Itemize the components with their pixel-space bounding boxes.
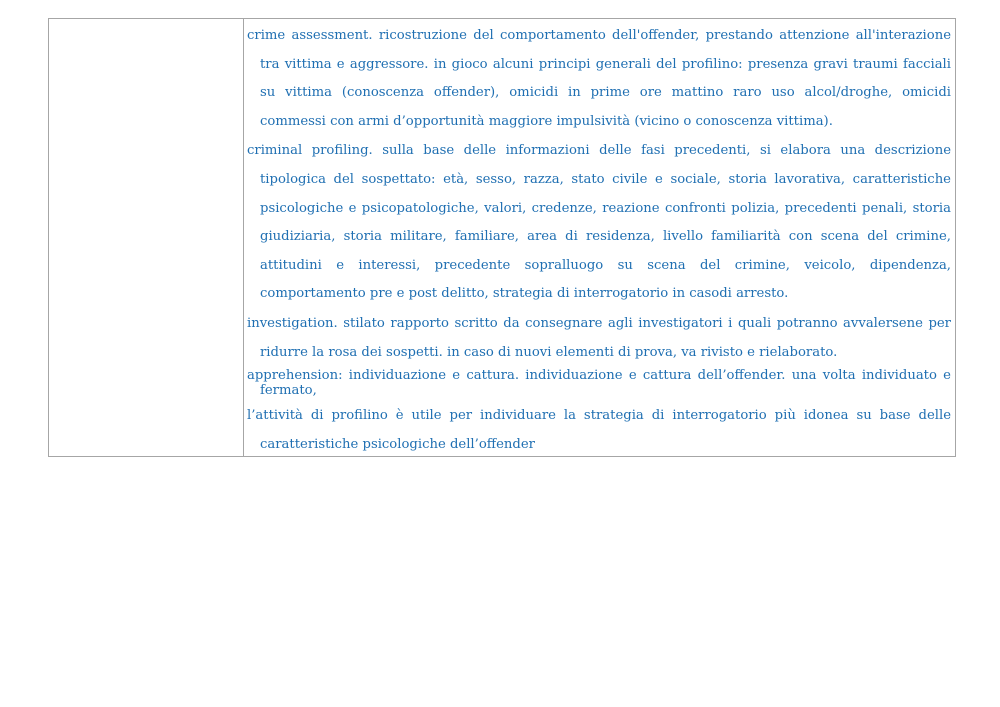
empty-left-cell	[49, 19, 244, 456]
content-cell	[244, 19, 955, 456]
paragraph-investigation: investigation. stilato rapporto scritto da consegnare agli investigatori i quali potranno avvalersene per ridurre la rosa dei sospetti. in caso di nuovi elementi di prova, va rivisto e rielaborato.	[247, 315, 951, 360]
paragraph-criminal-profiling: criminal profiling. sulla base delle informazioni delle fasi precedenti, si elabora una descrizione tipologica del sospettato: età, sesso, razza, stato civile e sociale, storia lavorativa, caratteristiche psicologiche e psicopatologiche, valori, credenze, reazione confronti polizia, precedenti penali, storia giudiziaria, storia militare, familiare, area di residenza, livello familiarità con scena del crimine, attitudini e interessi, precedente sopralluogo su scena del crimine, veicolo, dipendenza, comportamento pre e post delitto, strategia di interrogatorio in casodi arresto.	[247, 143, 951, 302]
paragraph-apprehension: apprehension: individuazione e cattura. individuazione e cattura dell’offender. una volta individuato e fermato,	[247, 368, 951, 399]
notes-table	[48, 18, 956, 457]
paragraph-profiling-utility: l’attività di profilino è utile per individuare la strategia di interrogatorio più idonea su base delle caratteristiche psicologiche dell’offender	[247, 408, 951, 452]
paragraph-crime-assessment: crime assessment. ricostruzione del comportamento dell'offender, prestando attenzione all'interazione tra vittima e aggressore. in gioco alcuni principi generali del profilino: presenza gravi traumi facciali su vittima (conoscenza offender), omicidi in prime ore mattino raro uso alcol/droghe, omicidi commessi con armi d’opportunità maggiore impulsività (vicino o conoscenza vittima).	[247, 28, 951, 129]
